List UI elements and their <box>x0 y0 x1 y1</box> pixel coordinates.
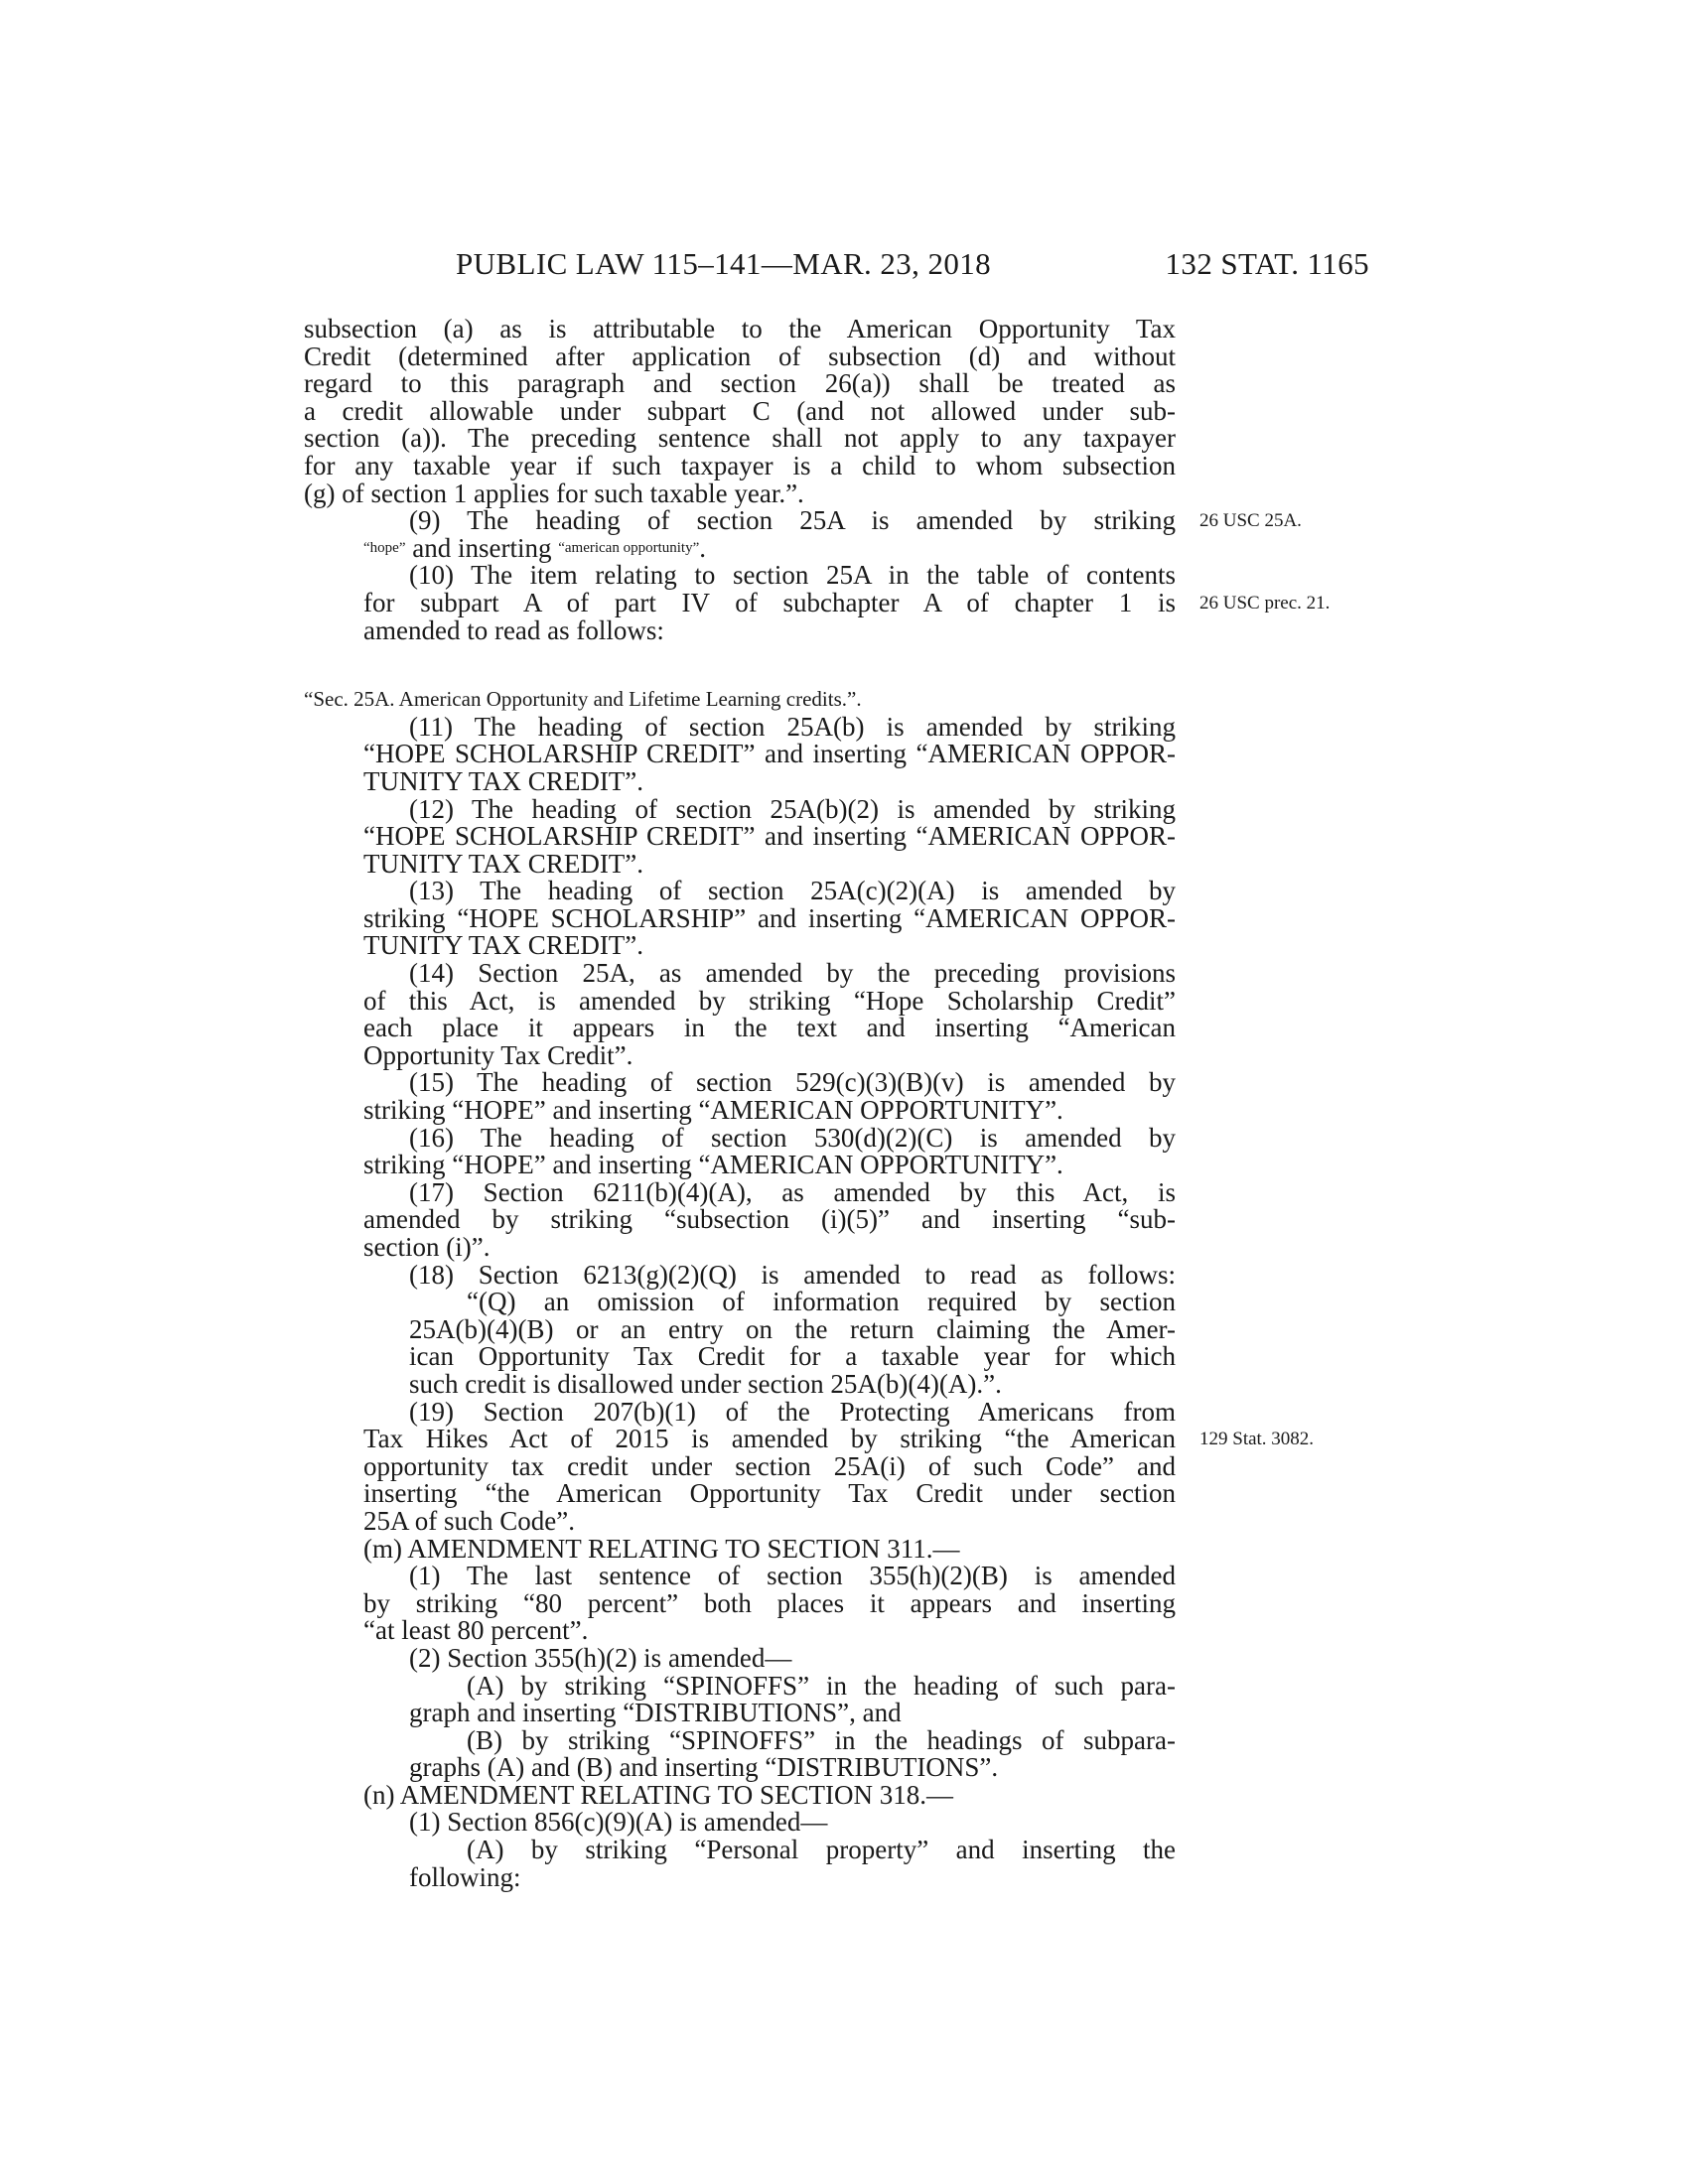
text-line: (16) The heading of section 530(d)(2)(C) is amended by <box>409 1122 1176 1153</box>
subsection-heading: (m) AMENDMENT RELATING TO SECTION 311.— <box>363 1533 960 1564</box>
text-line: by striking “80 percent” both places it appears and inserting <box>363 1587 1176 1618</box>
text-line: striking “HOPE” and inserting “AMERICAN OPPORTUNITY”. <box>363 1095 1063 1126</box>
text-line: striking “HOPE” and inserting “AMERICAN OPPORTUNITY”. <box>363 1150 1063 1180</box>
text-line: (B) by striking “SPINOFFS” in the headings of subpara- <box>467 1724 1176 1755</box>
text-line: TUNITY TAX CREDIT”. <box>363 930 644 961</box>
text-line: for any taxable year if such taxpayer is a child to whom subsection <box>304 450 1176 480</box>
text-line: “at least 80 percent”. <box>363 1615 589 1646</box>
text-line: (9) The heading of section 25A is amended by striking 26 USC 25A. <box>409 505 1302 536</box>
text-line: for subpart A of part IV of subchapter A of chapter 1 is 26 USC prec. 21. <box>363 587 1331 617</box>
text-line: amended to read as follows: <box>363 614 664 645</box>
text-line: (17) Section 6211(b)(4)(A), as amended by this Act, is <box>409 1176 1176 1207</box>
text-line: (18) Section 6213(g)(2)(Q) is amended to read as follows: <box>409 1259 1176 1290</box>
text-line: of this Act, is amended by striking “Hope Scholarship Credit” <box>363 985 1176 1016</box>
small-caps-term: “american opportunity” <box>558 539 700 556</box>
text-line: 25A of such Code”. <box>363 1505 575 1536</box>
text-line: (1) Section 856(c)(9)(A) is amended— <box>409 1807 828 1838</box>
text-line: “HOPE SCHOLARSHIP CREDIT” and inserting “AMERICAN OPPOR- <box>363 739 1176 769</box>
text-line: a credit allowable under subpart C (and not allowed under sub- <box>304 395 1176 426</box>
text-line: Tax Hikes Act of 2015 is amended by striking “the American 129 Stat. 3082. <box>363 1424 1315 1454</box>
text-line: striking “HOPE SCHOLARSHIP” and inserting “AMERICAN OPPOR- <box>363 902 1176 933</box>
text-line: (10) The item relating to section 25A in the table of contents <box>409 560 1176 591</box>
text-line: opportunity tax credit under section 25A(i) of such Code” and <box>363 1450 1176 1481</box>
text-line: graphs (A) and (B) and inserting “DISTRIBUTIONS”. <box>409 1752 999 1783</box>
text-line: graph and inserting “DISTRIBUTIONS”, and <box>409 1698 902 1728</box>
margin-note: 129 Stat. 3082. <box>1199 1429 1315 1450</box>
running-header <box>456 246 1369 286</box>
text-line: Credit (determined after application of subsection (d) and without <box>304 341 1176 371</box>
text-line: following: <box>409 1861 521 1892</box>
text-line: (1) The last sentence of section 355(h)(2)(B) is amended <box>409 1561 1176 1591</box>
document-body <box>0 316 1688 1891</box>
text-line: regard to this paragraph and section 26(a)) shall be treated as <box>304 368 1176 399</box>
text-line: TUNITY TAX CREDIT”. <box>363 848 644 879</box>
text-line: (15) The heading of section 529(c)(3)(B)(v) is amended by <box>409 1067 1176 1098</box>
text-line: (A) by striking “SPINOFFS” in the heading of such para- <box>467 1670 1176 1701</box>
text-line: amended by striking “subsection (i)(5)” and inserting “sub- <box>363 1204 1176 1235</box>
text-line: (2) Section 355(h)(2) is amended— <box>409 1642 792 1673</box>
small-caps-term: “hope” <box>363 539 406 556</box>
text-line: “hope” and inserting “american opportunity”. <box>363 532 706 563</box>
text-line: “HOPE SCHOLARSHIP CREDIT” and inserting “AMERICAN OPPOR- <box>363 821 1176 852</box>
text-line: (14) Section 25A, as amended by the preceding provisions <box>409 958 1176 989</box>
text-line: “(Q) an omission of information required by section <box>467 1287 1176 1317</box>
text-line: (11) The heading of section 25A(b) is amended by striking <box>409 711 1176 742</box>
text-line: 25A(b)(4)(B) or an entry on the return claiming the Amer- <box>409 1313 1176 1344</box>
public-law-citation: PUBLIC LAW 115–141—MAR. 23, 2018 <box>456 246 992 281</box>
text-line: (A) by striking “Personal property” and inserting the <box>467 1835 1176 1865</box>
text-line: subsection (a) as is attributable to the American Opportunity Tax <box>304 314 1176 343</box>
text-line: each place it appears in the text and inserting “American <box>363 1013 1176 1043</box>
text-line: (12) The heading of section 25A(b)(2) is amended by striking <box>409 793 1176 824</box>
subsection-heading: (n) AMENDMENT RELATING TO SECTION 318.— <box>363 1779 953 1810</box>
text-line: section (a)). The preceding sentence shall not apply to any taxpayer <box>304 423 1176 454</box>
text-line: (g) of section 1 applies for such taxable year.”. <box>304 478 804 508</box>
text-line: (13) The heading of section 25A(c)(2)(A) is amended by <box>409 876 1176 906</box>
margin-note: 26 USC 25A. <box>1199 510 1302 532</box>
text-line: TUNITY TAX CREDIT”. <box>363 765 644 796</box>
text-line: section (i)”. <box>363 1232 491 1262</box>
margin-note: 26 USC prec. 21. <box>1199 592 1331 614</box>
text-line: inserting “the American Opportunity Tax Credit under section <box>363 1478 1176 1509</box>
text-line: Opportunity Tax Credit”. <box>363 1039 633 1070</box>
text-line: such credit is disallowed under section 25A(b)(4)(A).”. <box>409 1368 1002 1399</box>
text-line: (19) Section 207(b)(1) of the Protecting Americans from <box>409 1396 1176 1427</box>
table-of-contents-entry: “Sec. 25A. American Opportunity and Lifetime Learning credits.”. <box>304 687 862 712</box>
statute-page-number: 132 STAT. 1165 <box>1165 246 1369 281</box>
text-line: ican Opportunity Tax Credit for a taxable year for which <box>409 1341 1176 1372</box>
